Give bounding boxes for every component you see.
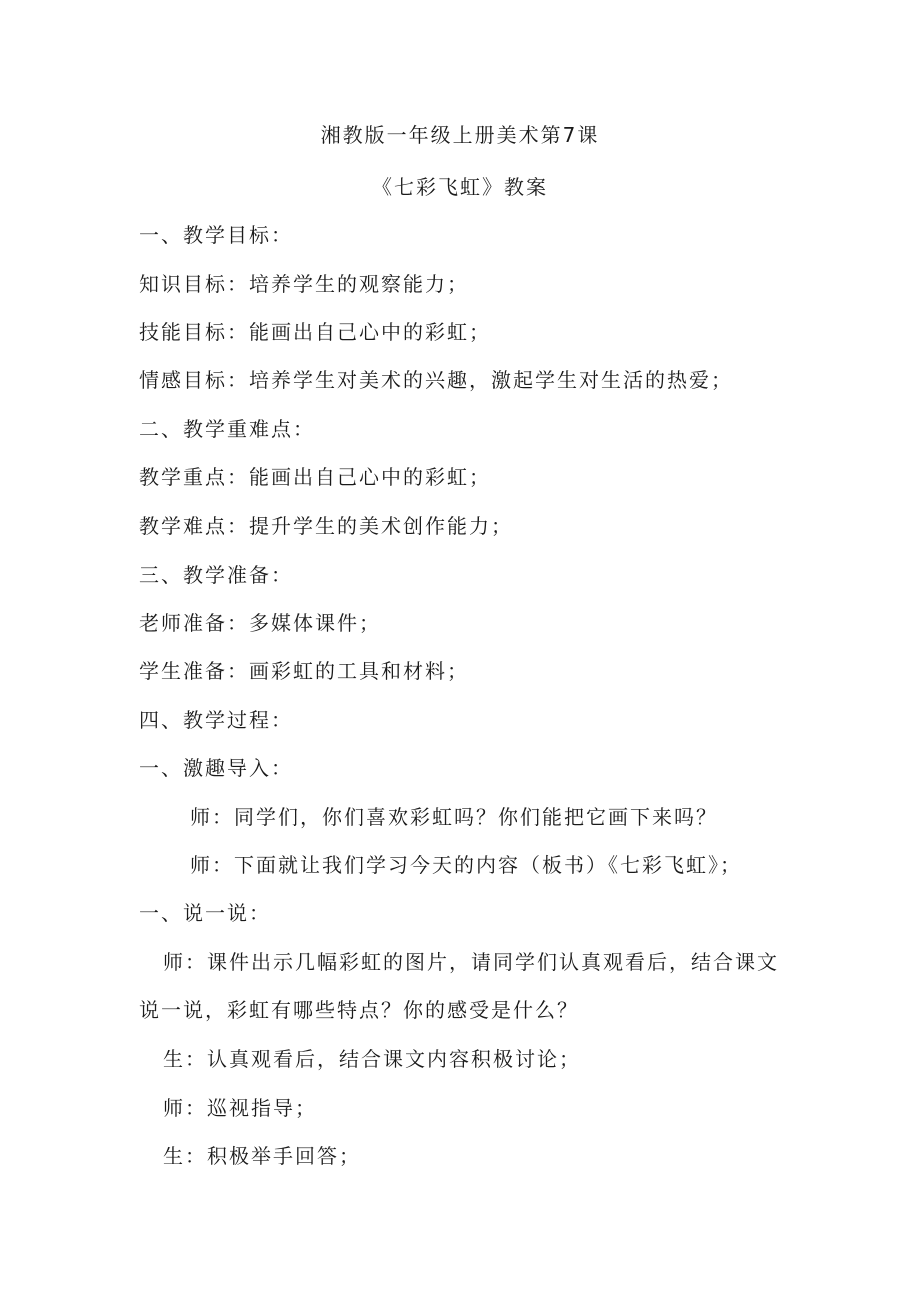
- section-heading-key-points: 二、教学重难点：: [139, 417, 315, 441]
- section-heading-objectives: 一、教学目标：: [139, 223, 293, 247]
- dialogue-line: 师：课件出示几幅彩虹的图片，请同学们认真观看后，结合课文: [163, 950, 779, 974]
- dialogue-line-continued: 说一说，彩虹有哪些特点？你的感受是什么？: [139, 998, 579, 1022]
- dialogue-line: 师：巡视指导；: [163, 1096, 317, 1120]
- paragraph-line: 学生准备：画彩虹的工具和材料；: [139, 659, 469, 683]
- dialogue-line: 生：认真观看后，结合课文内容积极讨论；: [163, 1047, 581, 1071]
- document-subtitle: 《七彩飞虹》教案: [372, 175, 548, 199]
- dialogue-line: 师：同学们，你们喜欢彩虹吗？你们能把它画下来吗？: [190, 805, 718, 829]
- section-heading-process: 四、教学过程：: [139, 708, 293, 732]
- paragraph-line: 情感目标：培养学生对美术的兴趣，激起学生对生活的热爱；: [139, 368, 733, 392]
- dialogue-line: 生：积极举手回答；: [163, 1144, 361, 1168]
- subsection-heading: 一、说一说：: [139, 901, 271, 925]
- paragraph-line: 知识目标：培养学生的观察能力；: [139, 272, 469, 296]
- paragraph-line: 老师准备：多媒体课件；: [139, 611, 381, 635]
- subsection-heading: 一、激趣导入：: [139, 756, 293, 780]
- paragraph-line: 技能目标：能画出自己心中的彩虹；: [139, 320, 491, 344]
- section-heading-preparation: 三、教学准备：: [139, 563, 293, 587]
- dialogue-line: 师：下面就让我们学习今天的内容（板书）《七彩飞虹》；: [190, 853, 742, 877]
- paragraph-line: 教学重点：能画出自己心中的彩虹；: [139, 465, 491, 489]
- paragraph-line: 教学难点：提升学生的美术创作能力；: [139, 514, 513, 538]
- document-title: 湘教版一年级上册美术第7课: [320, 123, 600, 147]
